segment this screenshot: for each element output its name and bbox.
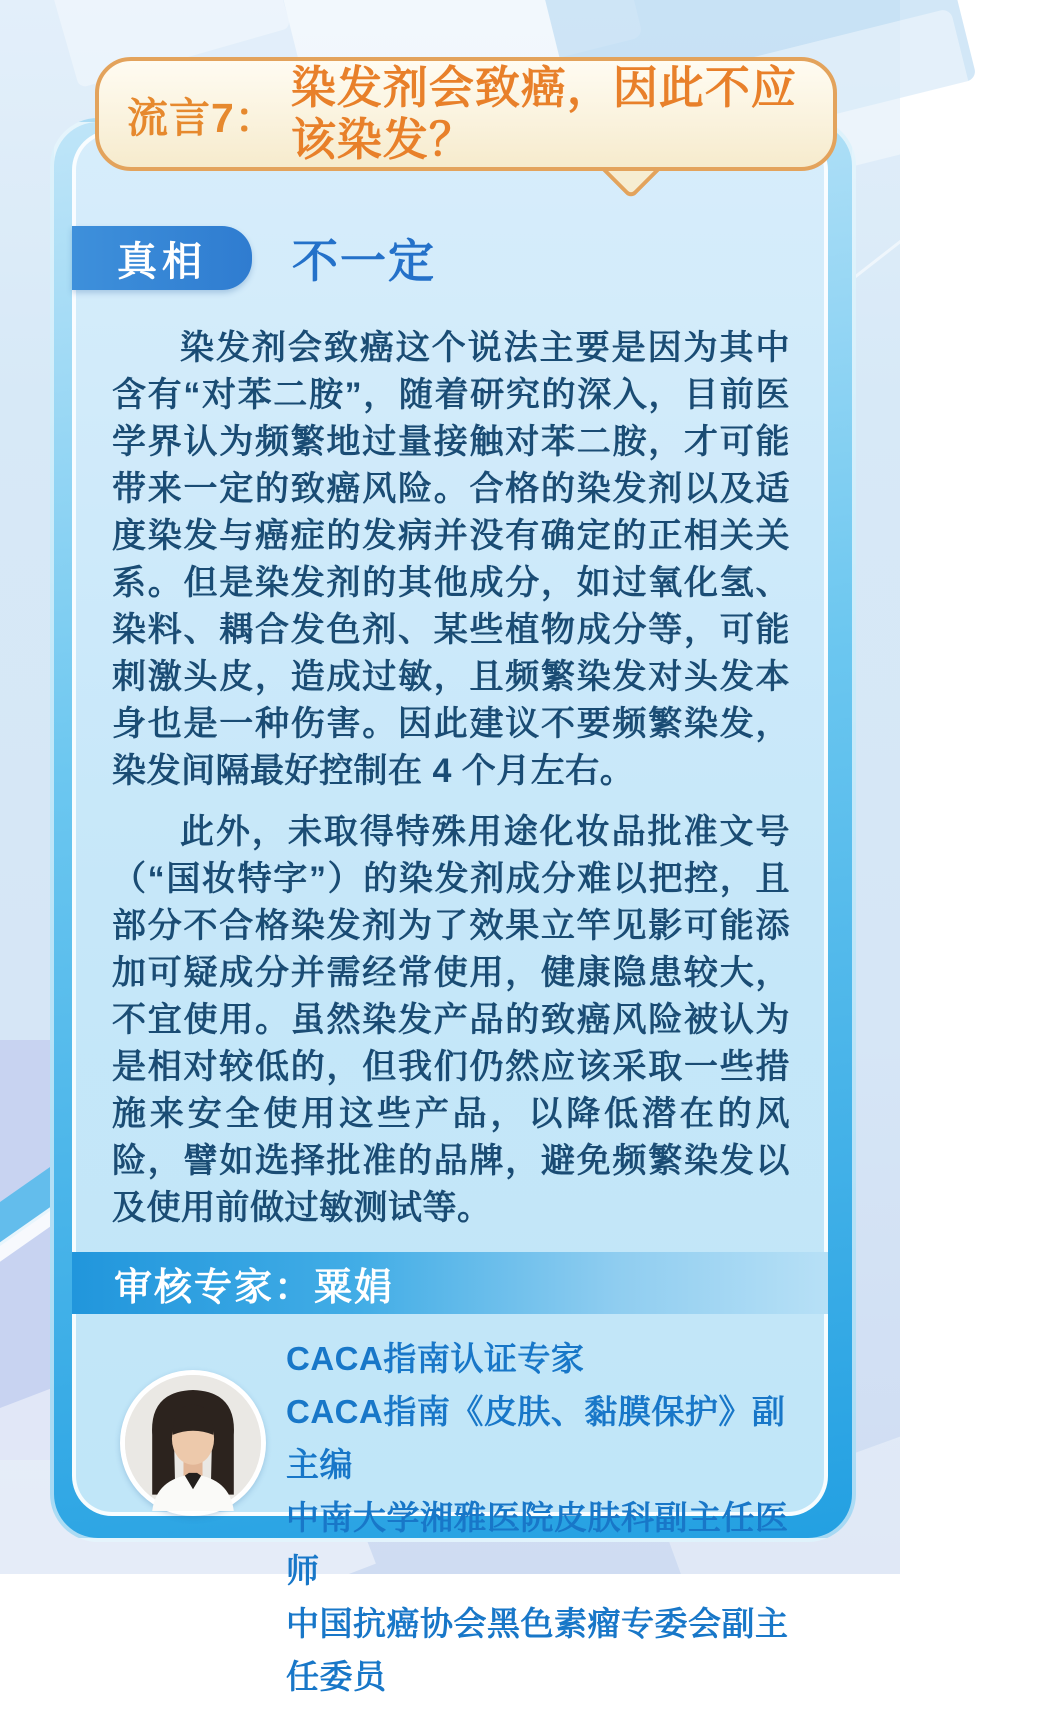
expert-header-text: 审核专家：粟娟 [114, 1266, 395, 1309]
rumor-title: 染发剂会致癌，因此不应该染发？ [290, 61, 797, 165]
credential-line: 中国抗癌协会黑色素瘤专委会副主任委员 [286, 1605, 789, 1695]
rumor-banner [95, 57, 837, 171]
rumor-number-label: 流言7： [127, 94, 277, 141]
content-card [72, 130, 828, 1695]
expert-avatar [120, 1370, 266, 1516]
paragraph-1: 染发剂会致癌这个说法主要是因为其中含有“对苯二胺”，随着研究的深入，目前医学界认为频繁地过量接触对苯二胺，才可能带来一定的致癌风险。合格的染发剂以及适度染发与癌症的发病并没有确定的正相关关系。但是染发剂的其他成分，如过氧化氢、染料、耦合发色剂、某些植物成分等，可能刺激头皮，造成过敏，且频繁染发对头发本身也是一种伤害。因此建议不要频繁染发，染发间隔最好控制在 4 个月左右。 [112, 329, 790, 790]
expert-portrait-illustration [125, 1375, 261, 1511]
truth-badge: 真相 [72, 226, 252, 290]
truth-verdict: 不一定 [292, 235, 436, 287]
expert-info-row [120, 1328, 796, 1703]
credential-line: CACA指南《皮肤、黏膜保护》副主编 [286, 1393, 786, 1483]
expert-header-strip [72, 1252, 828, 1314]
body-text [112, 325, 790, 1232]
credential-line: 中南大学湘雅医院皮肤科副主任医师 [286, 1499, 789, 1589]
expert-credentials [286, 1328, 796, 1703]
truth-row [76, 225, 824, 291]
credential-line: CACA指南认证专家 [286, 1340, 585, 1377]
paragraph-2: 此外，未取得特殊用途化妆品批准文号（“国妆特字”）的染发剂成分难以把控，且部分不合格染发剂为了效果立竿见影可能添加可疑成分并需经常使用，健康隐患较大，不宜使用。虽然染发产品的致癌风险被认为是相对较低的，但我们仍然应该采取一些措施来安全使用这些产品，以降低潜在的风险，譬如选择批准的品牌，避免频繁染发以及使用前做过敏测试等。 [112, 813, 790, 1227]
